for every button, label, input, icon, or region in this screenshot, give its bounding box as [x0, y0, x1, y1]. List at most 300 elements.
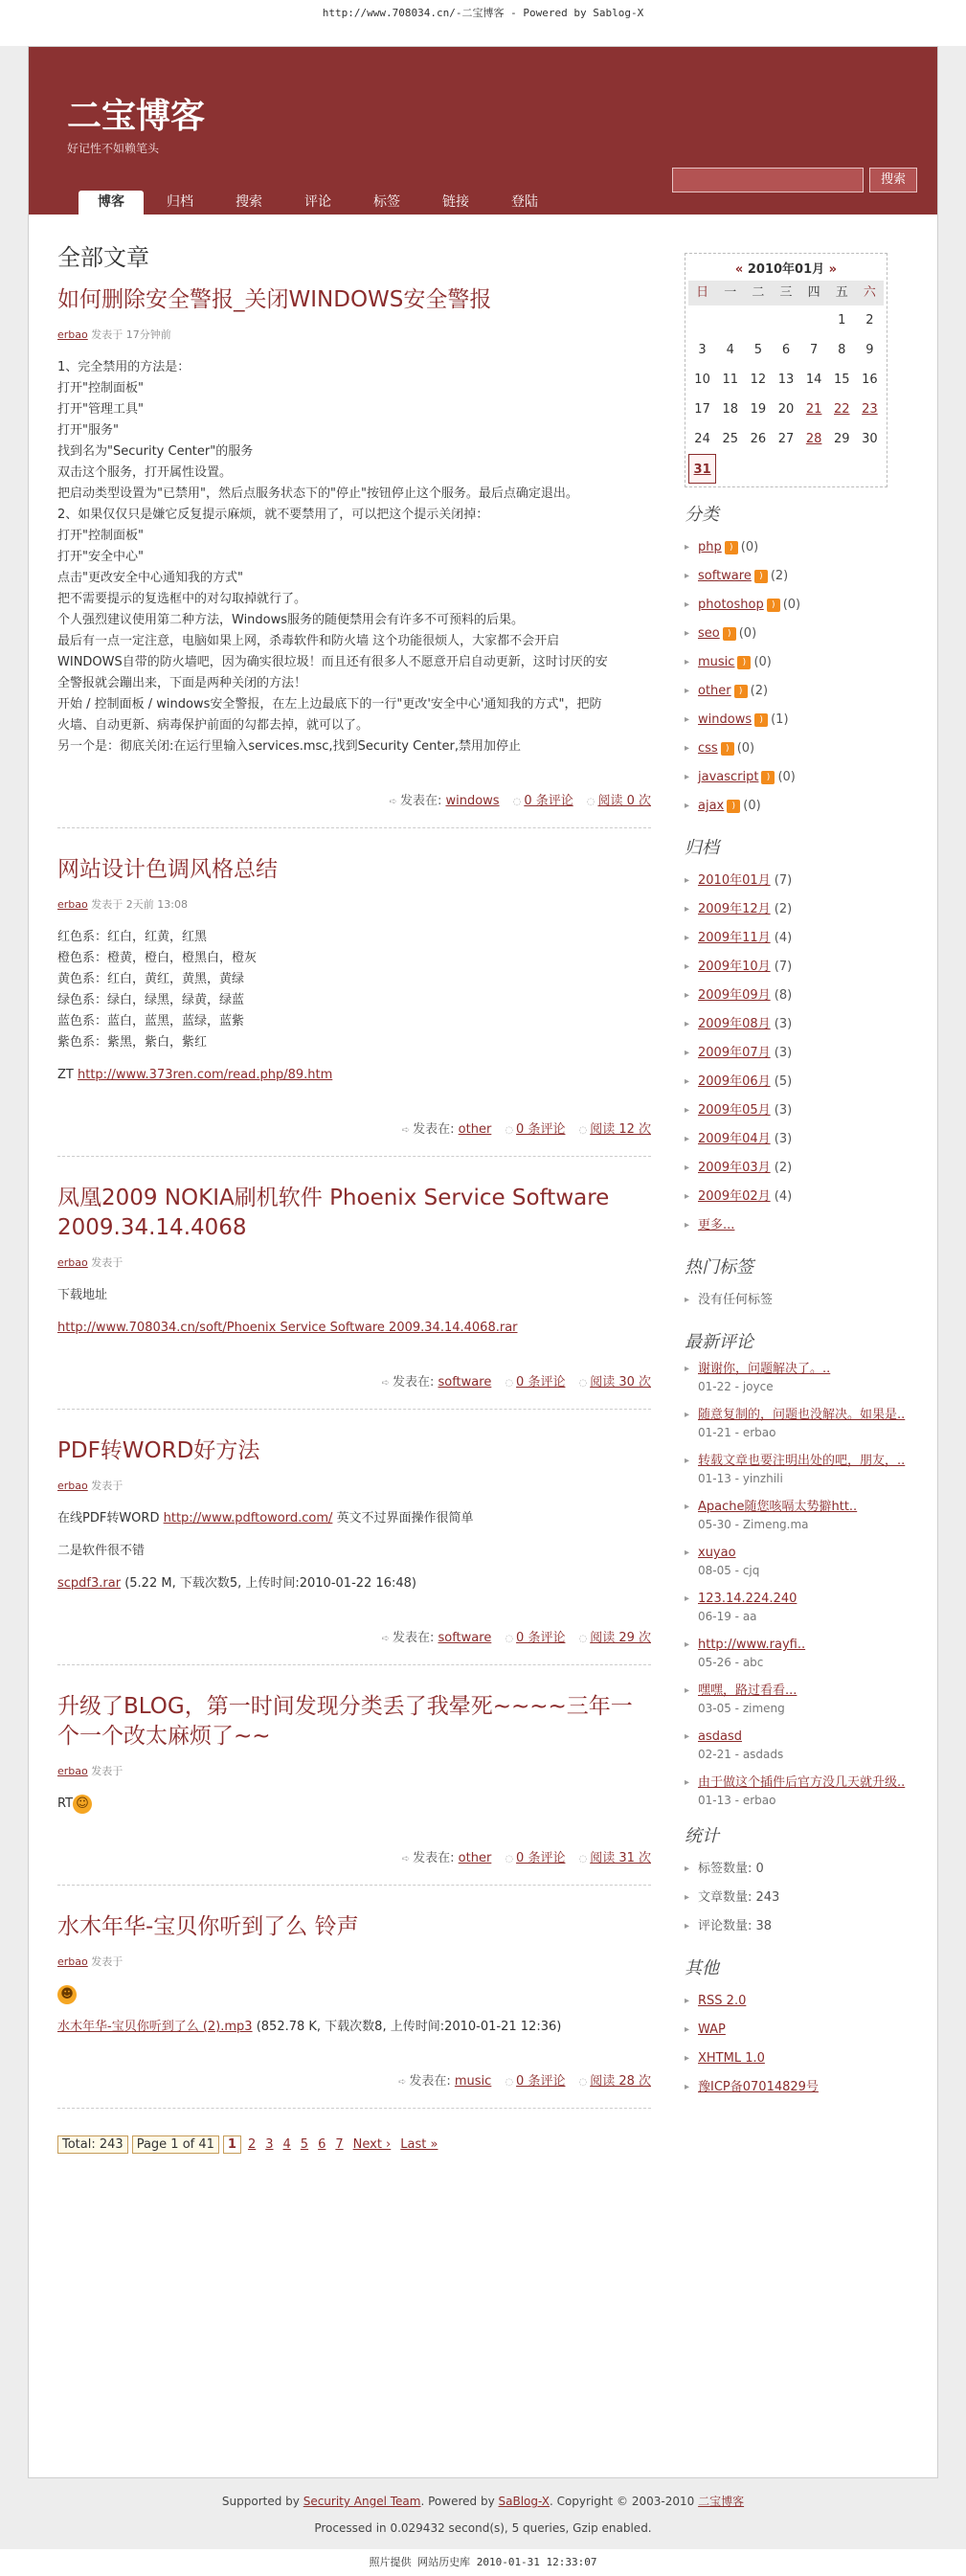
calendar-next-button[interactable]: » — [828, 262, 838, 277]
archive-item — [685, 1154, 919, 1183]
recent-comment-link[interactable]: 随意复制的，问题也没解决。如果是.. — [698, 1408, 906, 1422]
archive-link[interactable]: 2010年01月 — [698, 873, 771, 888]
calendar-day: 27 — [777, 432, 795, 446]
post-body — [57, 1794, 651, 1815]
post-title[interactable]: 如何删除安全警报_关闭WINDOWS安全警报 — [57, 287, 492, 312]
rss-icon[interactable]: ) — [754, 713, 768, 727]
category-link[interactable]: other — [698, 684, 731, 698]
post — [57, 1912, 651, 2109]
nav-item-0[interactable]: 博客 — [79, 191, 144, 215]
rss-icon[interactable]: ) — [761, 771, 775, 784]
other-item — [685, 2045, 919, 2073]
category-item — [685, 620, 919, 648]
post-reads-link[interactable]: 阅读 30 次 — [590, 1375, 651, 1390]
category-link[interactable]: music — [698, 655, 735, 669]
rss-icon[interactable]: ) — [767, 599, 780, 612]
recent-comment-item — [685, 1683, 919, 1717]
calendar-day: 16 — [862, 373, 878, 387]
post-line: 打开"安全中心" — [57, 550, 144, 564]
archive-link[interactable]: 2009年02月 — [698, 1189, 771, 1204]
calendar-day[interactable]: 23 — [862, 402, 878, 417]
main-content — [57, 238, 651, 2154]
footer-link-sablog[interactable]: SaBlog-X — [498, 2495, 550, 2508]
post-line: 紫色系：紫黑，紫白，紫红 — [57, 1035, 208, 1050]
post-comments-link[interactable]: 0 条评论 — [524, 794, 573, 808]
recent-comment-meta: 01-22 - joyce — [698, 1380, 774, 1393]
pager-page-3[interactable]: 3 — [265, 2137, 274, 2152]
attachment-link[interactable]: 水木年华-宝贝你听到了么 (2).mp3 — [57, 2020, 253, 2034]
post-category-link[interactable]: other — [458, 1122, 492, 1137]
footer-text: . Powered by — [420, 2495, 495, 2508]
archive-item — [685, 1211, 919, 1240]
post-text: RT — [57, 1796, 74, 1811]
post-line: 打开"控制面板" — [57, 381, 144, 395]
footer-link-blog[interactable]: 二宝博客 — [698, 2495, 745, 2508]
calendar-week-row — [688, 335, 884, 365]
recent-comment-link[interactable]: 嘿嘿，路过看看... — [698, 1683, 798, 1698]
recent-comment-meta: 05-26 - abc — [698, 1656, 764, 1669]
calendar-weekday-row — [688, 281, 884, 305]
post-reads-link[interactable]: 阅读 12 次 — [590, 1122, 651, 1137]
recent-comment-link[interactable]: 由于做这个插件后官方没几天就升级.. — [698, 1775, 906, 1790]
calendar-day: 29 — [834, 432, 850, 446]
post-footer — [57, 2070, 651, 2089]
post-author-link[interactable]: erbao — [57, 1256, 88, 1269]
calendar-prev-button[interactable]: « — [734, 262, 744, 277]
post-category-link[interactable]: software — [438, 1375, 492, 1390]
category-link[interactable]: photoshop — [698, 598, 764, 612]
post-line: 把启动类型设置为"已禁用"，然后点服务状态下的"停止"按钮停止这个服务。最后点确定退出。 — [57, 486, 578, 501]
category-link[interactable]: seo — [698, 626, 720, 641]
pager-last[interactable]: Last » — [400, 2137, 438, 2152]
category-arrow-icon: ➪ — [401, 1125, 411, 1136]
category-count: (0) — [753, 655, 772, 669]
calendar-week-row — [688, 395, 884, 424]
archive-item — [685, 982, 919, 1010]
post-footer — [57, 1119, 651, 1137]
post-paragraph: 二是软件很不错 — [57, 1544, 146, 1558]
category-count: (1) — [771, 712, 789, 727]
nav-item-5[interactable]: 链接 — [442, 194, 469, 210]
page-container — [28, 46, 938, 2478]
post-date: 发表于 — [91, 1480, 124, 1492]
post-author-link[interactable]: erbao — [57, 1480, 88, 1492]
calendar-week-row — [688, 365, 884, 395]
post-paragraph — [57, 1573, 651, 1594]
rss-icon[interactable]: ) — [723, 627, 736, 641]
attachment-link[interactable]: scpdf3.rar — [57, 1576, 122, 1591]
post-category-link[interactable]: software — [438, 1631, 492, 1645]
calendar-week-row — [688, 424, 884, 454]
other-link[interactable]: 豫ICP备07014829号 — [698, 2080, 819, 2094]
calendar-weekday: 日 — [688, 281, 716, 305]
post-line: 火墙、自动更新、病毒保护前面的勾都去掉，就可以了。 — [57, 718, 370, 733]
category-link[interactable]: software — [698, 569, 752, 583]
category-item — [685, 792, 919, 821]
main-nav — [79, 191, 561, 215]
post-text: 下载地址 — [57, 1288, 108, 1302]
post-paragraph — [57, 1984, 651, 2005]
post-paragraph — [57, 1794, 651, 1815]
other-item — [685, 2073, 919, 2102]
post-author-link[interactable]: erbao — [57, 1955, 88, 1968]
post-paragraph — [57, 2017, 651, 2038]
post-date: 发表于 2天前 13:08 — [91, 898, 188, 911]
archive-heading: 归档 — [685, 838, 719, 858]
archive-count: (3) — [774, 1103, 793, 1118]
pager-page-2[interactable]: 2 — [247, 2137, 257, 2152]
recent-comments-heading: 最新评论 — [685, 1332, 753, 1352]
recent-comment-meta: 06-19 - aa — [698, 1610, 757, 1623]
archive-count: (3) — [774, 1046, 793, 1060]
calendar-day[interactable]: 28 — [805, 432, 822, 446]
pager-page-6[interactable]: 6 — [318, 2137, 326, 2152]
comment-icon: ◌ — [505, 1634, 514, 1644]
calendar-week-row — [688, 454, 884, 484]
site-subtitle: 好记性不如赖笔头 — [67, 142, 160, 155]
archive-count: (5) — [774, 1074, 793, 1089]
calendar-day: 12 — [750, 373, 767, 387]
post — [57, 1436, 651, 1665]
archive-count: (2) — [774, 1161, 793, 1175]
post-date: 发表于 — [91, 1765, 124, 1777]
archive-link[interactable]: 2009年05月 — [698, 1103, 771, 1118]
stat-item: ▸ 文章数量: 243 — [685, 1884, 919, 1912]
category-item — [685, 562, 919, 591]
category-link[interactable]: php — [698, 540, 722, 554]
calendar-empty — [772, 454, 799, 484]
pager-next[interactable]: Next › — [352, 2137, 392, 2152]
footer-text: Supported by — [221, 2495, 300, 2508]
archive-link[interactable]: 2009年11月 — [698, 931, 771, 945]
calendar-day: 15 — [834, 373, 850, 387]
recent-comment-meta: 01-21 - erbao — [698, 1426, 776, 1439]
post-meta — [57, 896, 651, 912]
post-title[interactable]: 凤凰2009 NOKIA刷机软件 Phoenix Service Software 2009.34.14.4068 — [57, 1186, 610, 1240]
other-heading: 其他 — [685, 1958, 719, 1978]
calendar-day: 3 — [698, 343, 707, 357]
calendar-title: 2010年01月 — [747, 262, 825, 277]
posted-in-label: 发表在: — [392, 1631, 435, 1645]
nav-item-4[interactable]: 标签 — [373, 194, 400, 210]
post — [57, 1184, 651, 1410]
post-comments-link[interactable]: 0 条评论 — [516, 1851, 566, 1865]
post-line: 另一个是：彻底关闭:在运行里输入services.msc,找到Security Center,禁用加停止 — [57, 739, 521, 754]
archive-item — [685, 1068, 919, 1096]
post-meta — [57, 1763, 651, 1778]
post-line: 橙色系：橙黄，橙白，橙黑白，橙灰 — [57, 951, 258, 965]
category-link[interactable]: javascript — [698, 770, 759, 784]
post-date: 发表于 — [91, 1955, 124, 1968]
other-list — [685, 1987, 919, 2102]
archive-link[interactable]: 2009年03月 — [698, 1161, 771, 1175]
pager-page-4[interactable]: 4 — [282, 2137, 291, 2152]
post-link[interactable]: http://www.708034.cn/soft/Phoenix Service Software 2009.34.14.4068.rar — [57, 1321, 518, 1335]
archive-count: (4) — [774, 1189, 793, 1204]
archive-caption — [0, 2549, 966, 2576]
archive-link[interactable]: 2009年07月 — [698, 1046, 771, 1060]
rss-icon[interactable]: ) — [754, 570, 768, 583]
recent-comment-link[interactable]: asdasd — [698, 1729, 742, 1744]
categories-heading: 分类 — [685, 505, 719, 525]
category-link[interactable]: ajax — [698, 799, 725, 813]
pager-page-7[interactable]: 7 — [335, 2137, 344, 2152]
posted-in-label: 发表在: — [409, 2074, 451, 2089]
category-item — [685, 763, 919, 792]
category-arrow-icon: ➪ — [389, 797, 397, 807]
rss-icon[interactable]: ) — [725, 541, 738, 554]
archive-link[interactable]: 2009年09月 — [698, 988, 771, 1003]
post — [57, 285, 651, 828]
search-input[interactable] — [672, 168, 864, 192]
post-reads-link[interactable]: 阅读 28 次 — [590, 2074, 651, 2089]
post-line: 全警报就会蹦出来，下面是两种关闭的方法！ — [57, 676, 307, 690]
archive-count: (3) — [774, 1132, 793, 1146]
category-arrow-icon: ➪ — [397, 2077, 407, 2088]
post-meta — [57, 1954, 651, 1969]
archive-count: (2) — [774, 902, 793, 916]
calendar-weekday: 二 — [744, 281, 772, 305]
post-reads-link[interactable]: 阅读 0 次 — [597, 794, 651, 808]
post-comments-link[interactable]: 0 条评论 — [516, 1631, 566, 1645]
recent-comment-meta: 02-21 - asdads — [698, 1748, 784, 1761]
category-arrow-icon: ➪ — [401, 1854, 411, 1864]
post-line: 开始 / 控制面板 / windows安全警报，在左上边最底下的一行"更改'安全中心'通知我的方式"，把防 — [57, 697, 602, 712]
pager-page-of: Page 1 of 41 — [132, 2135, 219, 2154]
post-paragraph — [57, 357, 651, 757]
nav-item-6[interactable]: 登陆 — [511, 194, 538, 210]
post-comments-link[interactable]: 0 条评论 — [516, 2074, 566, 2089]
calendar-day: 6 — [781, 343, 791, 357]
category-item — [685, 591, 919, 620]
category-count: (0) — [777, 770, 796, 784]
pager-total: Total: 243 — [57, 2135, 128, 2154]
pager-page-5[interactable]: 5 — [300, 2137, 309, 2152]
post-line: 打开"服务" — [57, 423, 119, 438]
post-comments-link[interactable]: 0 条评论 — [516, 1122, 566, 1137]
post-footer — [57, 790, 651, 808]
recent-comment-item — [685, 1361, 919, 1395]
recent-comment-link[interactable]: 123.14.224.240 — [698, 1592, 798, 1606]
archive-count: (4) — [774, 931, 793, 945]
post-link[interactable]: http://www.373ren.com/read.php/89.htm — [78, 1068, 333, 1082]
post-line: 2、如果仅仅只是嫌它反复提示麻烦，就不要禁用了，可以把这个提示关闭掉： — [57, 508, 489, 522]
post — [57, 1692, 651, 1886]
page-title: 全部文章 — [57, 244, 149, 271]
other-link[interactable]: RSS 2.0 — [698, 1994, 747, 2008]
recent-comment-link[interactable]: 转载文章也要注明出处的吧，朋友，.. — [698, 1454, 906, 1468]
calendar-empty — [716, 305, 744, 335]
post-reads-link[interactable]: 阅读 29 次 — [590, 1631, 651, 1645]
site-title[interactable]: 二宝博客 — [67, 97, 206, 136]
calendar-weekday: 六 — [856, 281, 884, 305]
category-link[interactable]: css — [698, 741, 718, 756]
archive-item — [685, 953, 919, 982]
recent-comment-link[interactable]: 谢谢你，问题解决了。.. — [698, 1362, 831, 1376]
post-title[interactable]: 水木年华-宝贝你听到了么 铃声 — [57, 1914, 359, 1939]
category-item — [685, 706, 919, 734]
comment-icon: ◌ — [505, 1125, 514, 1136]
tags-heading: 热门标签 — [685, 1257, 753, 1277]
rss-icon[interactable]: ) — [721, 742, 734, 756]
calendar-empty — [716, 454, 744, 484]
nav-item-1[interactable]: 归档 — [167, 194, 193, 210]
archive-item — [685, 924, 919, 953]
post-line: 把不需要提示的复选框中的对勾取掉就行了。 — [57, 592, 307, 606]
calendar-day[interactable]: 31 — [688, 454, 716, 484]
caption-left: 照片提供 — [369, 2556, 412, 2568]
posted-in-label: 发表在: — [413, 1122, 455, 1137]
calendar-empty — [828, 454, 856, 484]
read-icon: ◌ — [578, 1378, 588, 1389]
category-item — [685, 734, 919, 763]
post-title[interactable]: PDF转WORD好方法 — [57, 1438, 260, 1463]
category-count: (0) — [743, 799, 761, 813]
post-meta — [57, 1478, 651, 1493]
calendar-day: 30 — [862, 432, 878, 446]
post-link[interactable]: http://www.pdftoword.com/ — [163, 1511, 333, 1525]
calendar-day: 17 — [694, 402, 710, 417]
calendar-day: 5 — [753, 343, 762, 357]
archive-item — [685, 1010, 919, 1039]
recent-comment-item — [685, 1545, 919, 1579]
post-title[interactable]: 网站设计色调风格总结 — [57, 857, 278, 882]
calendar-day: 14 — [805, 373, 822, 387]
calendar-weekday: 三 — [772, 281, 799, 305]
category-arrow-icon: ➪ — [381, 1378, 390, 1389]
post-text: 在线PDF转WORD — [57, 1511, 160, 1525]
recent-comment-item — [685, 1499, 919, 1533]
category-arrow-icon: ➪ — [381, 1634, 390, 1644]
post-line: 打开"管理工具" — [57, 402, 144, 417]
post-paragraph — [57, 927, 651, 1053]
category-item — [685, 533, 919, 562]
caption-mid: 网站历史库 — [417, 2556, 471, 2568]
calendar-grid — [688, 281, 884, 484]
recent-comment-meta: 01-13 - yinzhili — [698, 1472, 783, 1485]
calendar-empty — [800, 454, 828, 484]
comment-icon: ◌ — [505, 2077, 514, 2088]
post-line: 1、完全禁用的方法是： — [57, 360, 191, 374]
site-footer — [0, 2478, 966, 2542]
archive-item — [685, 895, 919, 924]
comment-icon: ◌ — [505, 1378, 514, 1389]
browser-caption: http://www.708034.cn/-二宝博客 - Powered by Sablog-X — [0, 0, 966, 46]
archive-link[interactable]: 2009年08月 — [698, 1017, 771, 1031]
post-paragraph — [57, 1318, 651, 1339]
category-count: (2) — [770, 569, 789, 583]
calendar-empty — [744, 454, 772, 484]
post-author-link[interactable]: erbao — [57, 898, 88, 911]
post-line: 绿色系：绿白，绿黑，绿黄，绿蓝 — [57, 993, 245, 1007]
archive-item — [685, 1183, 919, 1211]
footer-link-team[interactable]: Security Angel Team — [303, 2495, 421, 2508]
calendar-weekday: 四 — [800, 281, 828, 305]
calendar-day: 8 — [838, 343, 846, 357]
post-reads-link[interactable]: 阅读 31 次 — [590, 1851, 651, 1865]
post — [57, 855, 651, 1157]
archive-item — [685, 867, 919, 895]
sidebar — [685, 253, 919, 2102]
comment-icon: ◌ — [505, 1854, 514, 1864]
rss-icon[interactable]: ) — [734, 685, 748, 698]
archive-link[interactable]: 2009年06月 — [698, 1074, 771, 1089]
archive-link[interactable]: 2009年12月 — [698, 902, 771, 916]
other-link[interactable]: XHTML 1.0 — [698, 2051, 765, 2066]
archive-link[interactable]: 更多... — [698, 1218, 735, 1232]
pagination — [57, 2135, 651, 2154]
footer-line-1 — [0, 2488, 966, 2515]
nav-item-2[interactable]: 搜索 — [236, 194, 262, 210]
post-footer — [57, 1847, 651, 1865]
caption-date: 2010-01-31 12:33:07 — [476, 2556, 597, 2568]
read-icon: ◌ — [578, 2077, 588, 2088]
archive-list — [685, 867, 919, 1240]
recent-comment-item — [685, 1453, 919, 1487]
calendar-empty — [744, 305, 772, 335]
recent-comment-link[interactable]: xuyao — [698, 1546, 736, 1560]
calendar-day: 19 — [750, 402, 767, 417]
calendar-day: 13 — [777, 373, 795, 387]
post-comments-link[interactable]: 0 条评论 — [516, 1375, 566, 1390]
post-author-link[interactable]: erbao — [57, 1765, 88, 1777]
calendar-empty — [800, 305, 828, 335]
calendar-empty — [772, 305, 799, 335]
pager-page-1: 1 — [223, 2135, 241, 2154]
search-button[interactable]: 搜索 — [869, 168, 917, 192]
footer-text: . Copyright © 2003-2010 — [549, 2495, 695, 2508]
post-paragraph — [57, 1065, 651, 1086]
read-icon: ◌ — [586, 797, 595, 807]
other-item — [685, 2016, 919, 2045]
post-category-link[interactable]: other — [458, 1851, 492, 1865]
attachment-info: (852.78 K, 下载次数8, 上传时间:2010-01-21 12:36) — [256, 2020, 562, 2034]
post-line: 点击"更改安全中心通知我的方式" — [57, 571, 243, 585]
rss-icon[interactable]: ) — [727, 800, 740, 813]
recent-comment-meta: 03-05 - zimeng — [698, 1702, 785, 1715]
post-line: WINDOWS自带的防火墙吧，因为确实很垃圾！而且还有很多人不愿意开启自动更新，这时讨厌的安 — [57, 655, 608, 669]
post-category-link[interactable]: music — [454, 2074, 492, 2089]
other-link[interactable]: WAP — [698, 2022, 726, 2037]
calendar-empty — [688, 305, 716, 335]
nav-item-3[interactable]: 评论 — [304, 194, 331, 210]
rss-icon[interactable]: ) — [737, 656, 751, 669]
recent-comment-link[interactable]: Apache随您咳嗝太势擗htt.. — [698, 1500, 858, 1514]
recent-comment-link[interactable]: http://www.rayfi.. — [698, 1638, 806, 1652]
archive-link[interactable]: 2009年10月 — [698, 960, 771, 974]
post-paragraph — [57, 1508, 651, 1529]
category-link[interactable]: windows — [698, 712, 753, 727]
stats-list — [685, 1855, 919, 1941]
post-body — [57, 1285, 651, 1339]
post-paragraph — [57, 1285, 651, 1306]
read-icon: ◌ — [578, 1854, 588, 1864]
post-line: 双击这个服务，打开属性设置。 — [57, 465, 233, 480]
calendar-day[interactable]: 21 — [805, 402, 822, 417]
post-author-link[interactable]: erbao — [57, 328, 88, 341]
archive-link[interactable]: 2009年04月 — [698, 1132, 771, 1146]
category-count: (2) — [750, 684, 769, 698]
zt-label: ZT — [57, 1068, 74, 1082]
post-line: 红色系：红白，红黄，红黑 — [57, 930, 208, 944]
post-category-link[interactable]: windows — [445, 794, 500, 808]
calendar-day[interactable]: 22 — [834, 402, 850, 417]
categories-list — [685, 533, 919, 821]
site-header — [29, 47, 937, 215]
calendar-day: 20 — [777, 402, 795, 417]
post-title[interactable]: 升级了BLOG，第一时间发现分类丢了我晕死~~~~三年一个一个改太麻烦了~~ — [57, 1694, 633, 1749]
posted-in-label: 发表在: — [399, 794, 442, 808]
